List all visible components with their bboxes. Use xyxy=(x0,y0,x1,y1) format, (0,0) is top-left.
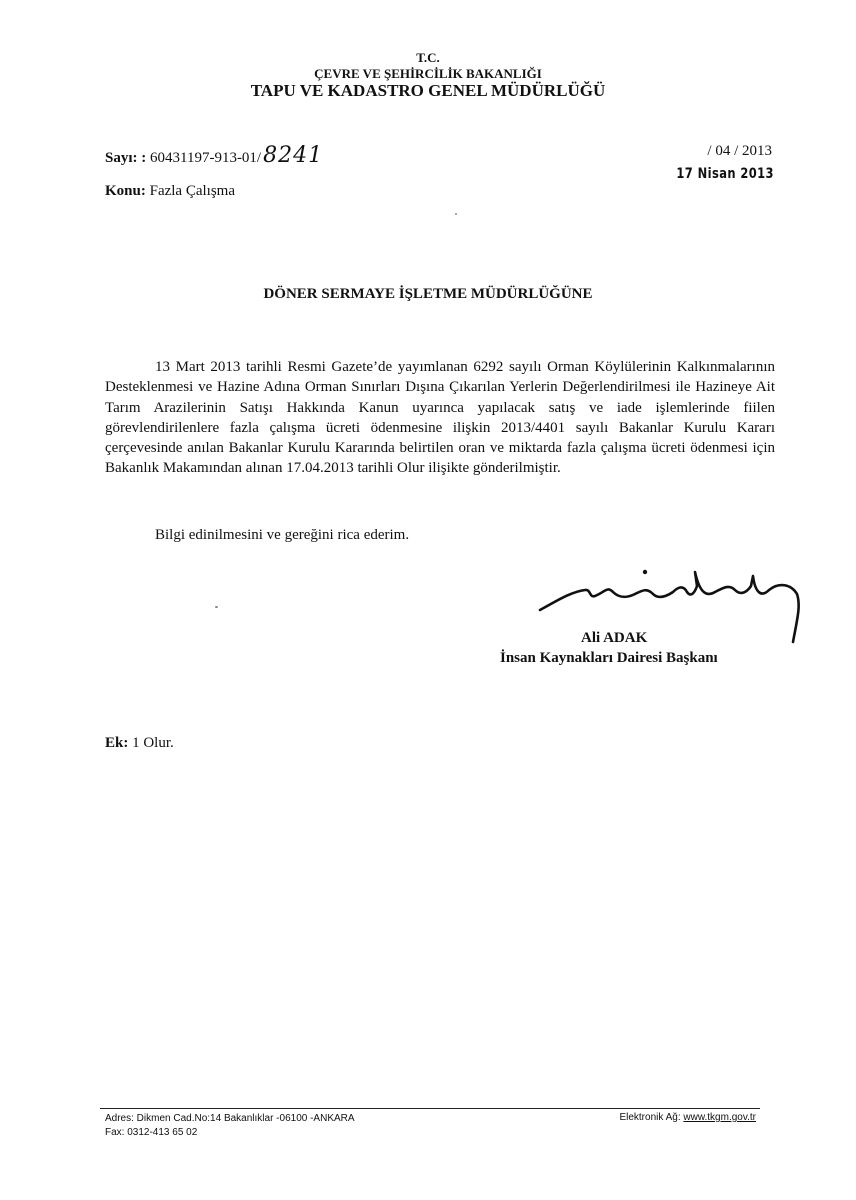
subject xyxy=(105,183,235,200)
addressee: DÖNER SERMAYE İŞLETME MÜDÜRLÜĞÜNE xyxy=(263,286,593,302)
handwritten-signature xyxy=(535,562,810,652)
footer-network-label: Elektronik Ağ: xyxy=(619,1112,681,1123)
footer-fax: Fax: 0312-413 65 02 xyxy=(105,1127,198,1138)
reference-value: 60431197-913-01/ xyxy=(150,150,262,166)
attachment-value: 1 Olur. xyxy=(132,735,174,751)
body-paragraph: 13 Mart 2013 tarihli Resmi Gazete’de yayımlanan 6292 sayılı Orman Köylülerinin Kalkınmalarının Desteklenmesi ve Hazine Adına Orman Sınırları Dışına Çıkarılan Yerlerin Değerlendirilmesi ile Hazineye Ait Tarım Arazilerinin Satışı Hakkında Kanun uyarınca yapılacak satış ve iade işlemlerinde fiilen görevlendirilenlere fazla çalışma ücreti ödenmesine ilişkin 2013/4401 sayılı Bakanlar Kurulu Kararı çerçevesinde anılan Bakanlar Kurulu Kararında belirtilen oran ve miktarda fazla çalışma ücreti ödenmesi için Bakanlık Makamından alınan 17.04.2013 tarihli Olur ilişikte gönderilmiştir. xyxy=(105,359,775,477)
attachment xyxy=(105,735,174,752)
scan-speck xyxy=(455,213,457,215)
footer-divider xyxy=(100,1108,760,1109)
date-stamp: 17 Nisan 2013 xyxy=(676,166,774,182)
handwritten-reference: 8241 xyxy=(263,143,324,168)
signatory-name: Ali ADAK xyxy=(581,630,648,646)
subject-value: Fazla Çalışma xyxy=(149,183,236,199)
scan-speck xyxy=(215,606,218,608)
reference-label: Sayı: : xyxy=(105,150,147,166)
closing-line: Bilgi edinilmesini ve gereğini rica ederim. xyxy=(155,527,410,543)
attachment-label: Ek: xyxy=(105,735,129,751)
header-directorate: TAPU VE KADASTRO GENEL MÜDÜRLÜĞÜ xyxy=(250,81,606,100)
reference-number xyxy=(105,143,323,168)
header-tc: T.C. xyxy=(416,50,440,65)
header-ministry: ÇEVRE VE ŞEHİRCİLİK BAKANLIĞI xyxy=(314,66,542,81)
footer-website-link[interactable]: www.tkgm.gov.tr xyxy=(683,1112,756,1123)
document-date: / 04 / 2013 xyxy=(707,143,772,159)
signatory-title: İnsan Kaynakları Dairesi Başkanı xyxy=(500,650,718,666)
subject-label: Konu: xyxy=(105,183,146,199)
footer-network xyxy=(619,1112,756,1123)
footer-address: Adres: Dikmen Cad.No:14 Bakanlıklar -06100 -ANKARA xyxy=(105,1113,355,1124)
